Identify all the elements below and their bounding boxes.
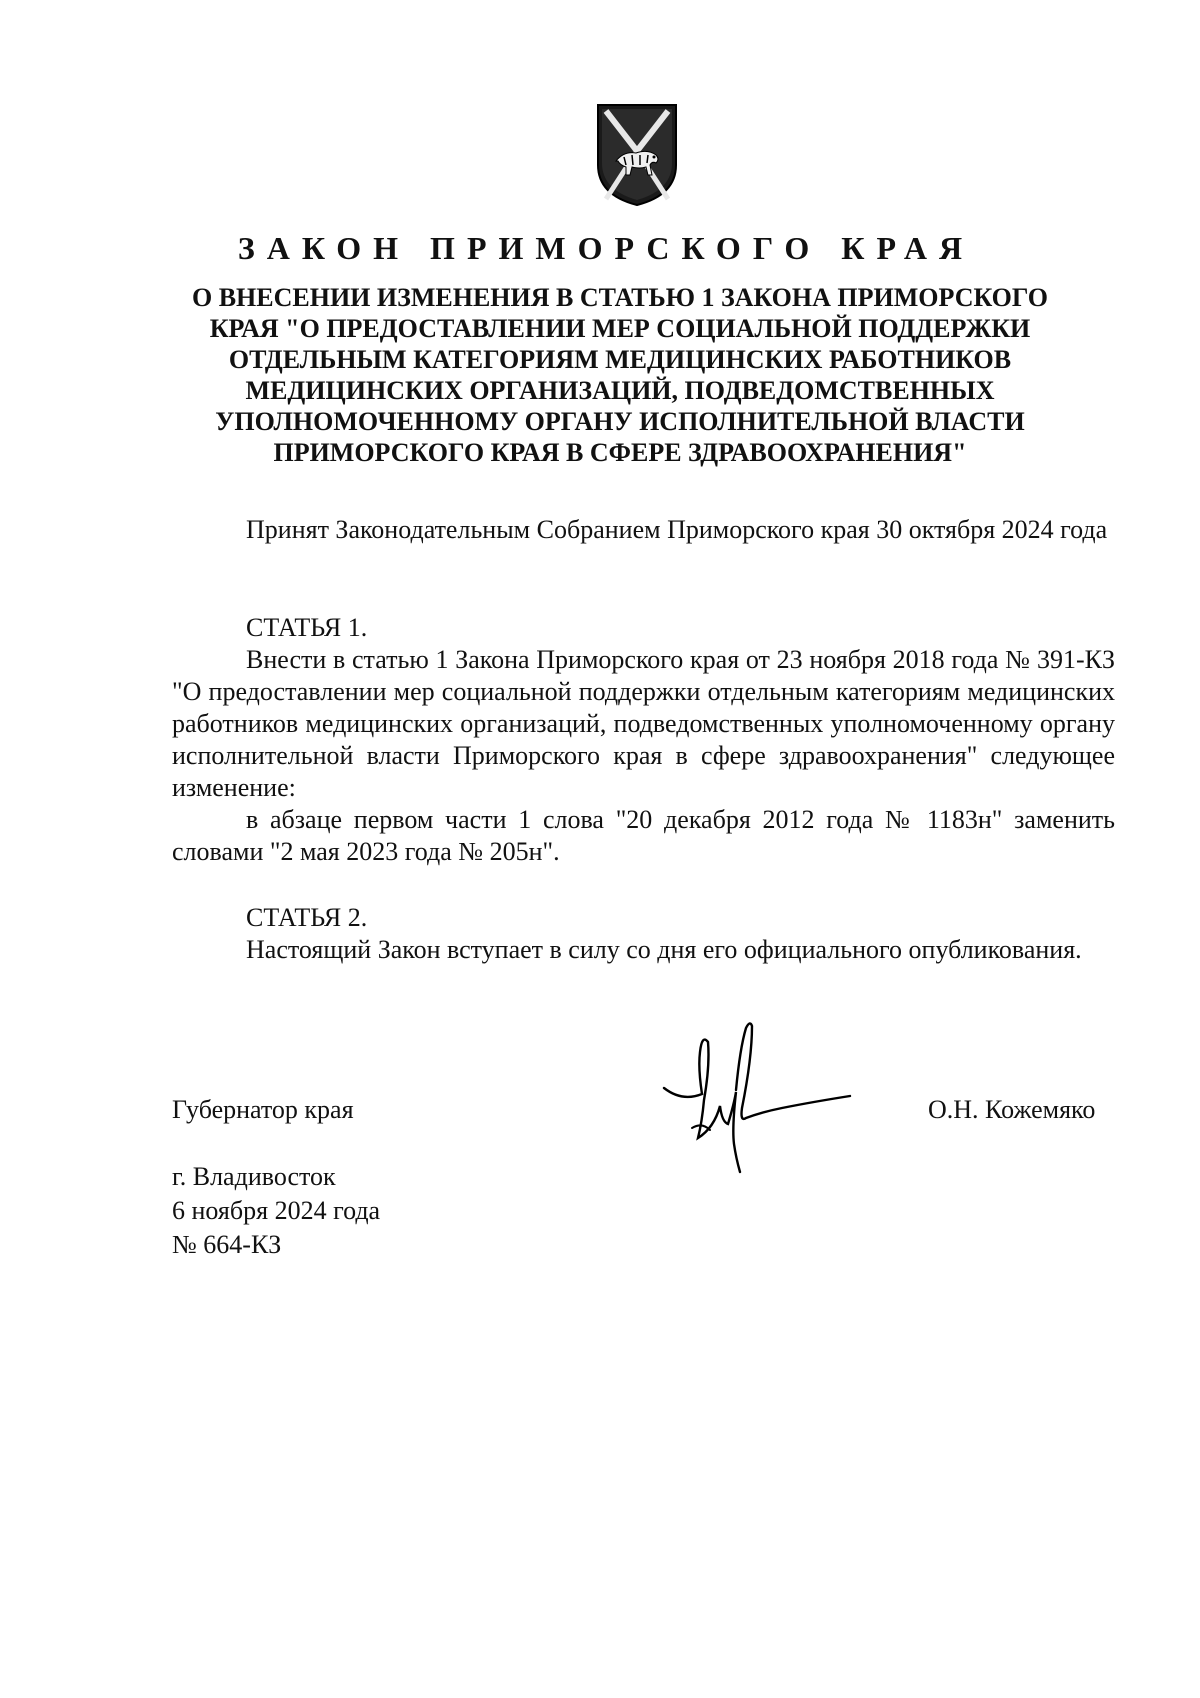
title-line: МЕДИЦИНСКИХ ОРГАНИЗАЦИЙ, ПОДВЕДОМСТВЕННЫХ xyxy=(245,376,995,405)
title-line: УПОЛНОМОЧЕННОМУ ОРГАНУ ИСПОЛНИТЕЛЬНОЙ ВЛАСТИ xyxy=(215,407,1025,436)
adoption-statement xyxy=(172,514,1115,546)
title-line: ПРИМОРСКОГО КРАЯ В СФЕРЕ ЗДРАВООХРАНЕНИЯ" xyxy=(273,438,967,467)
title-line: О ВНЕСЕНИИ ИЗМЕНЕНИЯ В СТАТЬЮ 1 ЗАКОНА ПРИМОРСКОГО xyxy=(191,283,1049,312)
article-1-text-2: в абзаце первом части 1 слова "20 декабря 2012 года № 1183н" заменить словами "2 мая 2023 года № 205н". xyxy=(172,805,1115,866)
signing-date: 6 ноября 2024 года xyxy=(172,1196,381,1225)
title-line: ОТДЕЛЬНЫМ КАТЕГОРИЯМ МЕДИЦИНСКИХ РАБОТНИКОВ xyxy=(228,345,1012,374)
adoption-text: Принят Законодательным Собранием Приморского края 30 октября 2024 года xyxy=(246,515,1108,544)
document-type: ЗАКОН ПРИМОРСКОГО КРАЯ xyxy=(237,230,975,266)
article-1-paragraph-1 xyxy=(172,644,1115,804)
article-1-heading: СТАТЬЯ 1. xyxy=(246,613,368,642)
article-2-text-1: Настоящий Закон вступает в силу со дня его официального опубликования. xyxy=(246,935,1082,964)
coat-of-arms-icon xyxy=(596,103,678,207)
title-line: КРАЯ "О ПРЕДОСТАВЛЕНИИ МЕР СОЦИАЛЬНОЙ ПОДДЕРЖКИ xyxy=(209,314,1031,343)
law-number: № 664-КЗ xyxy=(172,1230,282,1259)
article-1-paragraph-2 xyxy=(172,804,1115,868)
signatory-position: Губернатор края xyxy=(172,1095,354,1124)
signatory-name: О.Н. Кожемяко xyxy=(928,1095,1096,1124)
article-2-paragraph-1 xyxy=(172,934,1115,966)
article-2-heading: СТАТЬЯ 2. xyxy=(246,903,368,932)
signing-city: г. Владивосток xyxy=(172,1162,336,1191)
handwritten-signature xyxy=(662,1018,852,1178)
article-1-text-1: Внести в статью 1 Закона Приморского края от 23 ноября 2018 года № 391-КЗ "О предоставлении мер социальной поддержки отдельным категориям медицинских работников медицинских организаций, подведомственных уполномоченному органу исполнительной власти Приморского края в сфере здравоохранения" следующее изменение: xyxy=(172,645,1115,802)
document-title xyxy=(150,282,1090,468)
